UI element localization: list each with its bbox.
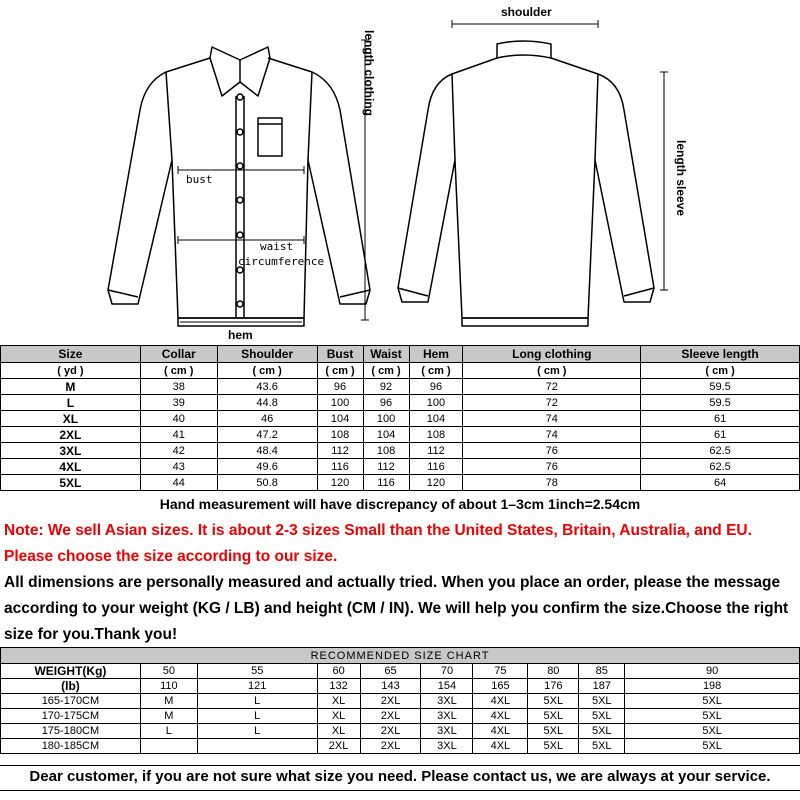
column-header: Shoulder (217, 346, 317, 363)
value-cell: 116 (409, 459, 463, 475)
weight-cell: 50 (140, 664, 197, 679)
column-header: Collar (140, 346, 217, 363)
weight-cell: 176 (528, 679, 579, 694)
size-cell: XL (317, 709, 360, 724)
value-cell: 64 (641, 475, 800, 491)
value-cell: 108 (409, 427, 463, 443)
value-cell: 76 (463, 459, 641, 475)
size-cell: L (140, 724, 197, 739)
unit-cell: ( cm ) (217, 363, 317, 379)
table-row (1, 475, 800, 491)
size-cell: 5XL (625, 724, 800, 739)
weight-cell: 154 (421, 679, 473, 694)
column-header: Hem (409, 346, 463, 363)
value-cell: 96 (363, 395, 409, 411)
table-row (1, 411, 800, 427)
value-cell: 92 (363, 379, 409, 395)
value-cell: 76 (463, 443, 641, 459)
weight-cell: 55 (197, 664, 317, 679)
hem-label: hem (228, 328, 253, 342)
size-cell: 4XL (473, 709, 528, 724)
weight-label: WEIGHT(Kg) (1, 664, 141, 679)
weight-cell: 187 (579, 679, 625, 694)
value-cell: 44 (140, 475, 217, 491)
size-cell: 4XL (473, 694, 528, 709)
unit-cell: ( cm ) (641, 363, 800, 379)
value-cell: 120 (409, 475, 463, 491)
weight-cell: 90 (625, 664, 800, 679)
size-cell: 5XL (528, 694, 579, 709)
size-cell: 2XL (1, 427, 141, 443)
table-row (1, 459, 800, 475)
value-cell: 61 (641, 411, 800, 427)
value-cell: 62.5 (641, 443, 800, 459)
table-row (1, 694, 800, 709)
size-cell: 3XL (421, 739, 473, 754)
weight-lb-row (1, 679, 800, 694)
value-cell: 120 (317, 475, 363, 491)
size-table-header (1, 346, 800, 363)
weight-cell: 60 (317, 664, 360, 679)
value-cell: 42 (140, 443, 217, 459)
value-cell: 62.5 (641, 459, 800, 475)
size-cell (197, 739, 317, 754)
unit-cell: ( cm ) (463, 363, 641, 379)
value-cell: 43.6 (217, 379, 317, 395)
value-cell: 100 (409, 395, 463, 411)
weight-cell: 75 (473, 664, 528, 679)
recommended-title-row (1, 648, 800, 664)
shoulder-label: shoulder (501, 5, 552, 19)
value-cell: 46 (217, 411, 317, 427)
unit-cell: ( cm ) (140, 363, 217, 379)
height-cell: 170-175CM (1, 709, 141, 724)
value-cell: 108 (363, 443, 409, 459)
table-row (1, 739, 800, 754)
value-cell: 49.6 (217, 459, 317, 475)
weight-cell: 70 (421, 664, 473, 679)
length-clothing-label: length clothing (362, 30, 376, 116)
value-cell: 112 (363, 459, 409, 475)
value-cell: 38 (140, 379, 217, 395)
lb-label: (lb) (1, 679, 141, 694)
value-cell: 108 (317, 427, 363, 443)
size-cell: 5XL (528, 739, 579, 754)
value-cell: 59.5 (641, 395, 800, 411)
weight-cell: 121 (197, 679, 317, 694)
table-row (1, 443, 800, 459)
value-cell: 116 (317, 459, 363, 475)
value-cell: 78 (463, 475, 641, 491)
value-cell: 104 (317, 411, 363, 427)
weight-cell: 132 (317, 679, 360, 694)
size-cell: 5XL (1, 475, 141, 491)
waist-label: waist (260, 240, 294, 253)
size-cell: 2XL (360, 739, 421, 754)
table-row (1, 427, 800, 443)
size-cell: 3XL (421, 709, 473, 724)
measurement-info-text: All dimensions are personally measured and actually tried. When you place an order, please the message according to your weight (KG / LB) and height (CM / IN). We will help you confirm the size.Choose the right size for you.Thank you! (4, 574, 789, 643)
value-cell: 104 (363, 427, 409, 443)
value-cell: 74 (463, 427, 641, 443)
weight-cell: 65 (360, 664, 421, 679)
size-cell: 4XL (1, 459, 141, 475)
size-cell: 2XL (360, 694, 421, 709)
size-cell: M (140, 694, 197, 709)
value-cell: 39 (140, 395, 217, 411)
value-cell: 41 (140, 427, 217, 443)
value-cell: 61 (641, 427, 800, 443)
size-cell: L (197, 724, 317, 739)
size-cell: 3XL (421, 724, 473, 739)
size-cell: L (197, 694, 317, 709)
size-cell: 2XL (317, 739, 360, 754)
value-cell: 74 (463, 411, 641, 427)
column-header: Size (1, 346, 141, 363)
asian-size-note: Note: We sell Asian sizes. It is about 2-3 sizes Small than the United States, Britain, Australia, and EU. Please choose the size according to our size. (4, 522, 752, 565)
value-cell: 50.8 (217, 475, 317, 491)
size-cell: L (197, 709, 317, 724)
recommended-size-table (0, 647, 800, 754)
weight-cell: 165 (473, 679, 528, 694)
value-cell: 43 (140, 459, 217, 475)
size-cell: L (1, 395, 141, 411)
size-cell: 5XL (528, 724, 579, 739)
unit-cell: ( cm ) (409, 363, 463, 379)
height-cell: 180-185CM (1, 739, 141, 754)
table-row (1, 709, 800, 724)
unit-cell: ( cm ) (317, 363, 363, 379)
column-header: Sleeve length (641, 346, 800, 363)
column-header: Bust (317, 346, 363, 363)
value-cell: 47.2 (217, 427, 317, 443)
unit-cell: ( cm ) (363, 363, 409, 379)
size-cell: 2XL (360, 724, 421, 739)
size-cell: M (1, 379, 141, 395)
weight-cell: 110 (140, 679, 197, 694)
value-cell: 96 (317, 379, 363, 395)
value-cell: 112 (317, 443, 363, 459)
size-cell: 5XL (625, 739, 800, 754)
size-cell: XL (1, 411, 141, 427)
value-cell: 72 (463, 395, 641, 411)
value-cell: 116 (363, 475, 409, 491)
value-cell: 112 (409, 443, 463, 459)
weight-kg-row (1, 664, 800, 679)
size-cell: 4XL (473, 724, 528, 739)
weight-cell: 85 (579, 664, 625, 679)
size-cell: 2XL (360, 709, 421, 724)
bust-label: bust (186, 173, 213, 186)
size-cell: 5XL (625, 694, 800, 709)
column-header: Waist (363, 346, 409, 363)
unit-cell: ( yd ) (1, 363, 141, 379)
size-cell: 5XL (625, 709, 800, 724)
size-cell: XL (317, 694, 360, 709)
height-cell: 165-170CM (1, 694, 141, 709)
size-cell (140, 739, 197, 754)
size-cell: 3XL (421, 694, 473, 709)
size-cell: 5XL (528, 709, 579, 724)
weight-cell: 80 (528, 664, 579, 679)
column-header: Long clothing (463, 346, 641, 363)
weight-cell: 143 (360, 679, 421, 694)
size-cell: 5XL (579, 694, 625, 709)
footer-message: Dear customer, if you are not sure what size you need. Please contact us, we are always at your service. (0, 765, 800, 791)
size-cell: 4XL (473, 739, 528, 754)
value-cell: 72 (463, 379, 641, 395)
table-row (1, 724, 800, 739)
size-cell: 5XL (579, 724, 625, 739)
length-sleeve-label: length sleeve (674, 140, 688, 217)
value-cell: 96 (409, 379, 463, 395)
value-cell: 104 (409, 411, 463, 427)
size-table (0, 345, 800, 491)
table-row (1, 395, 800, 411)
circumference-label: circumference (238, 255, 325, 268)
size-table-units (1, 363, 800, 379)
value-cell: 44.8 (217, 395, 317, 411)
value-cell: 59.5 (641, 379, 800, 395)
size-cell: 3XL (1, 443, 141, 459)
height-cell: 175-180CM (1, 724, 141, 739)
value-cell: 48.4 (217, 443, 317, 459)
back-shirt-drawing (398, 41, 654, 326)
size-cell: 5XL (579, 739, 625, 754)
value-cell: 100 (317, 395, 363, 411)
size-cell: M (140, 709, 197, 724)
size-cell: 5XL (579, 709, 625, 724)
value-cell: 100 (363, 411, 409, 427)
hand-measurement-note: Hand measurement will have discrepancy of about 1–3cm 1inch=2.54cm (159, 496, 641, 512)
weight-cell: 198 (625, 679, 800, 694)
value-cell: 40 (140, 411, 217, 427)
recommended-title: RECOMMENDED SIZE CHART (1, 648, 800, 664)
table-row (1, 379, 800, 395)
garment-diagram (0, 0, 800, 342)
front-shirt-drawing (108, 47, 370, 326)
size-cell: XL (317, 724, 360, 739)
